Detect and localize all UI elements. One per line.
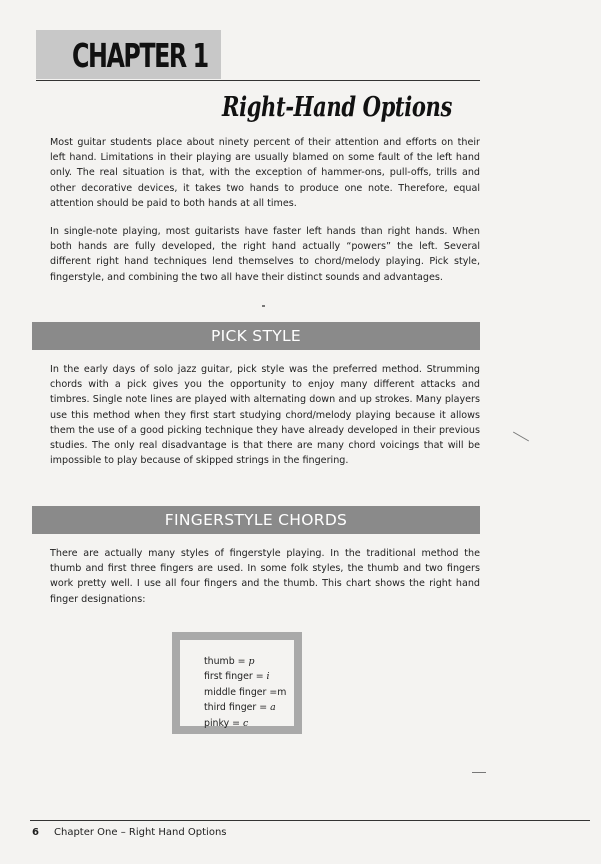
finger-row-thumb: thumb = p <box>204 656 255 667</box>
pick-style-heading: PICK STYLE <box>32 322 480 350</box>
finger-row-pinky: pinky = c <box>204 717 249 729</box>
pick-style-paragraph: In the early days of solo jazz guitar, pick style was the preferred method. Strumming chords with a pick gives you the opportunity to enjoy many different attacks and timbres. Single note lines are played with alternating down and up strokes. Many players use this method when they first start studying chord/melody playing because it allows them the use of a good picking technique they have already developed in their previous studies. The only real disadvantage is that there are many chord voicings that will be impossible to play because of skipped strings in the fingering. <box>50 364 480 467</box>
footer-divider <box>30 820 590 821</box>
stray-mark <box>472 772 486 773</box>
finger-designation-chart <box>172 632 302 734</box>
stray-mark <box>262 305 265 307</box>
chapter-title: Right-Hand Options <box>222 92 452 123</box>
finger-list <box>204 654 286 731</box>
finger-row-third: third finger = a <box>204 702 276 714</box>
intro-paragraph-1: Most guitar students place about ninety percent of their attention and efforts on their left hand. Limitations in their playing are usually blamed on some fault of the left hand only. The real situation is that, with the exception of hammer-ons, pull-offs, trills and other decorative devices, it takes two hands to produce one note. Therefore, equal attention should be paid to both hands at all times. <box>50 137 480 209</box>
fingerstyle-paragraph: There are actually many styles of fingerstyle playing. In the traditional method the thumb and first three fingers are used. In some folk styles, the thumb and two fingers work pretty well. I use all four fingers and the thumb. This chart shows the right hand finger designations: <box>50 548 480 605</box>
chapter-label: CHAPTER 1 <box>72 36 208 75</box>
running-title: Chapter One – Right Hand Options <box>54 827 227 838</box>
intro-paragraph-2: In single-note playing, most guitarists have faster left hands than right hands. When both hands are fully developed, the right hand actually “powers” the left. Several different right hand techniques lend themselves to chord/melody playing. Pick style, fingerstyle, and combining the two all have their distinct sounds and advantages. <box>50 226 480 283</box>
page-number: 6 <box>32 827 39 838</box>
chapter-divider <box>36 80 480 81</box>
stray-mark <box>513 432 529 442</box>
finger-row-middle: middle finger =m <box>204 686 287 698</box>
fingerstyle-heading: FINGERSTYLE CHORDS <box>32 506 480 534</box>
finger-row-first: first finger = i <box>204 671 270 683</box>
